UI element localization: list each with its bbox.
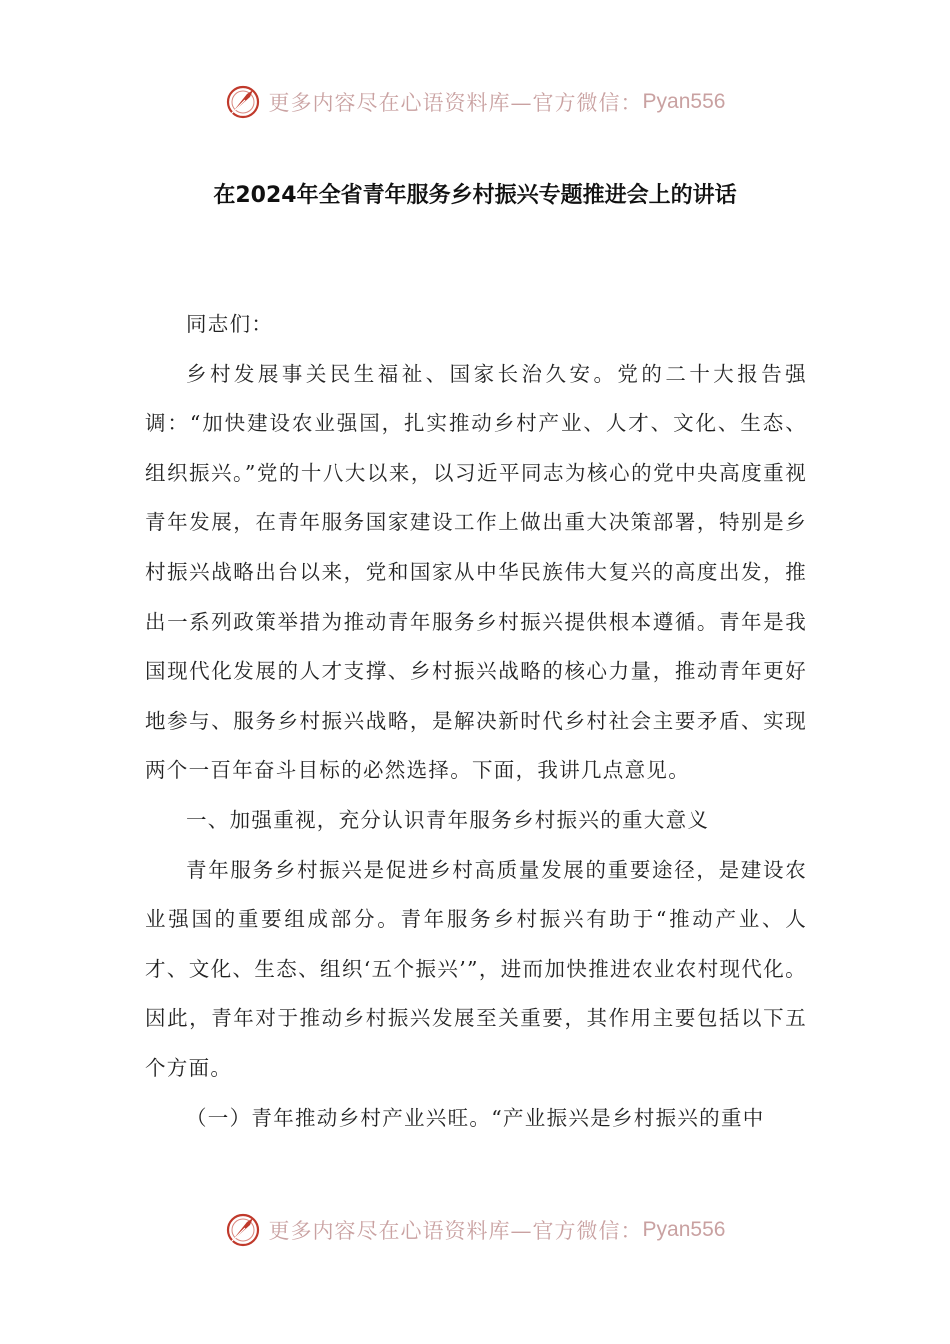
banner-wechat-account: Pyan556 (642, 1218, 726, 1241)
salutation: 同志们： (186, 312, 274, 336)
quill-logo-icon (225, 1212, 261, 1248)
header-watermark-banner (0, 80, 950, 124)
paragraph: 乡村发展事关民生福祉、国家长治久安。党的二十大报告强调：“加快建设农业强国，扎实推动乡村产业、人才、文化、生态、组织振兴。”党的十八大以来，以习近平同志为核心的党中央高度重视青年发展，在青年服务国家建设工作上做出重大决策部署，特别是乡村振兴战略出台以来，党和国家从中华民族伟大复兴的高度出发，推出一系列政策举措为推动青年服务乡村振兴提供根本遵循。青年是我国现代化发展的人才支撑、乡村振兴战略的核心力量，推动青年更好地参与、服务乡村振兴战略，是解决新时代乡村社会主要矛盾、实现两个一百年奋斗目标的必然选择。下面，我讲几点意见。 (145, 361, 807, 783)
section-heading: 一、加强重视，充分认识青年服务乡村振兴的重大意义 (186, 807, 710, 832)
banner-wechat-account: Pyan556 (642, 90, 726, 113)
banner-text: 更多内容尽在心语资料库—官方微信： (268, 91, 643, 115)
paragraph: 青年服务乡村振兴是促进乡村高质量发展的重要途径，是建设农业强国的重要组成部分。青年服务乡村振兴有助于“推动产业、人才、文化、生态、组织‘五个振兴’”，进而加快推进农业农村现代化。因此，青年对于推动乡村振兴发展至关重要，其作用主要包括以下五个方面。 (145, 857, 807, 1080)
footer-watermark-banner (0, 1208, 950, 1252)
document-title: 在2024年全省青年服务乡村振兴专题推进会上的讲话 (213, 183, 737, 208)
quill-logo-icon (225, 84, 261, 120)
banner-text: 更多内容尽在心语资料库—官方微信： (268, 1219, 643, 1243)
document-body (145, 300, 807, 1143)
subsection-heading: （一）青年推动乡村产业兴旺。“产业振兴是乡村振兴的重中 (186, 1105, 765, 1130)
